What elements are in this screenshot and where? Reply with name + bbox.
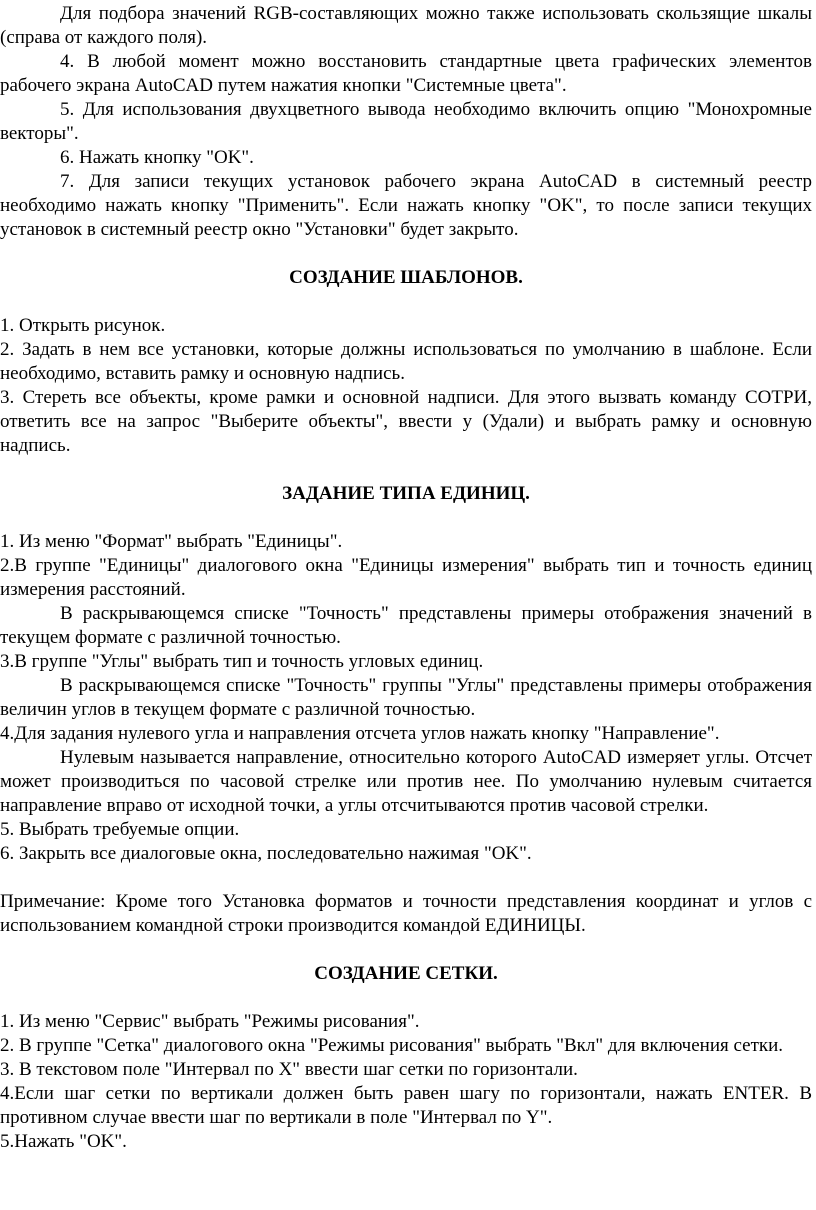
list-item: 2.В группе "Единицы" диалогового окна "Единицы измерения" выбрать тип и точность единиц измерения расстояний. — [0, 555, 812, 600]
list-item: 5.Нажать "OK". — [0, 1131, 127, 1152]
list-item: 1. Из меню "Формат" выбрать "Единицы". — [0, 531, 343, 552]
list-item: 3. Стереть все объекты, кроме рамки и основной надписи. Для этого вызвать команду СОТРИ, ответить все на запрос "Выберите объекты", ввести у (Удали) и выбрать рамку и основную надпись. — [0, 387, 812, 456]
paragraph: В раскрывающемся списке "Точность" представлены примеры отображения значений в текущем формате с различной точностью. — [0, 603, 812, 648]
list-item: 1. Из меню "Сервис" выбрать "Режимы рисования". — [0, 1011, 420, 1032]
list-item: 1. Открыть рисунок. — [0, 315, 166, 336]
list-item: 4.Для задания нулевого угла и направления отсчета углов нажать кнопку "Направление". — [0, 723, 720, 744]
list-item: 3. В текстовом поле "Интервал по X" ввести шаг сетки по горизонтали. — [0, 1059, 578, 1080]
paragraph: 7. Для записи текущих установок рабочего экрана AutoCAD в системный реестр необходимо нажать кнопку "Применить". Если нажать кнопку "OK", то после записи текущих установок в системный реестр окно "Установки" будет закрыто. — [0, 171, 812, 240]
list-item: 6. Закрыть все диалоговые окна, последовательно нажимая "OK". — [0, 843, 532, 864]
paragraph: 6. Нажать кнопку "OK". — [60, 147, 254, 168]
list-item: 3.В группе "Углы" выбрать тип и точность угловых единиц. — [0, 651, 484, 672]
section-heading: ЗАДАНИЕ ТИПА ЕДИНИЦ. — [282, 483, 530, 504]
paragraph: 5. Для использования двухцветного вывода необходимо включить опцию "Монохромные векторы". — [0, 99, 812, 144]
note-paragraph: Примечание: Кроме того Установка форматов и точности представления координат и углов с использованием командной строки производится командой ЕДИНИЦЫ. — [0, 891, 812, 936]
section-heading: СОЗДАНИЕ СЕТКИ. — [314, 963, 498, 984]
section-heading: СОЗДАНИЕ ШАБЛОНОВ. — [289, 267, 523, 288]
paragraph: В раскрывающемся списке "Точность" группы "Углы" представлены примеры отображения величин углов в текущем формате с различной точностью. — [0, 675, 812, 720]
list-item: 2. Задать в нем все установки, которые должны использоваться по умолчанию в шаблоне. Если необходимо, вставить рамку и основную надпись. — [0, 339, 812, 384]
paragraph: Нулевым называется направление, относительно которого AutoCAD измеряет углы. Отсчет может производиться по часовой стрелке или против нее. По умолчанию нулевым считается направление вправо от исходной точки, а углы отсчитываются против часовой стрелки. — [0, 747, 812, 816]
list-item: 2. В группе "Сетка" диалогового окна "Режимы рисования" выбрать "Вкл" для включения сетки. — [0, 1035, 784, 1056]
paragraph: Для подбора значений RGB-составляющих можно также использовать скользящие шкалы (справа от каждого поля). — [0, 3, 812, 48]
list-item: 5. Выбрать требуемые опции. — [0, 819, 240, 840]
paragraph: 4. В любой момент можно восстановить стандартные цвета графических элементов рабочего экрана AutoCAD путем нажатия кнопки "Системные цвета". — [0, 51, 812, 96]
list-item: 4.Если шаг сетки по вертикали должен быть равен шагу по горизонтали, нажать ENTER. В противном случае ввести шаг по вертикали в поле "Интервал по Y". — [0, 1083, 812, 1128]
